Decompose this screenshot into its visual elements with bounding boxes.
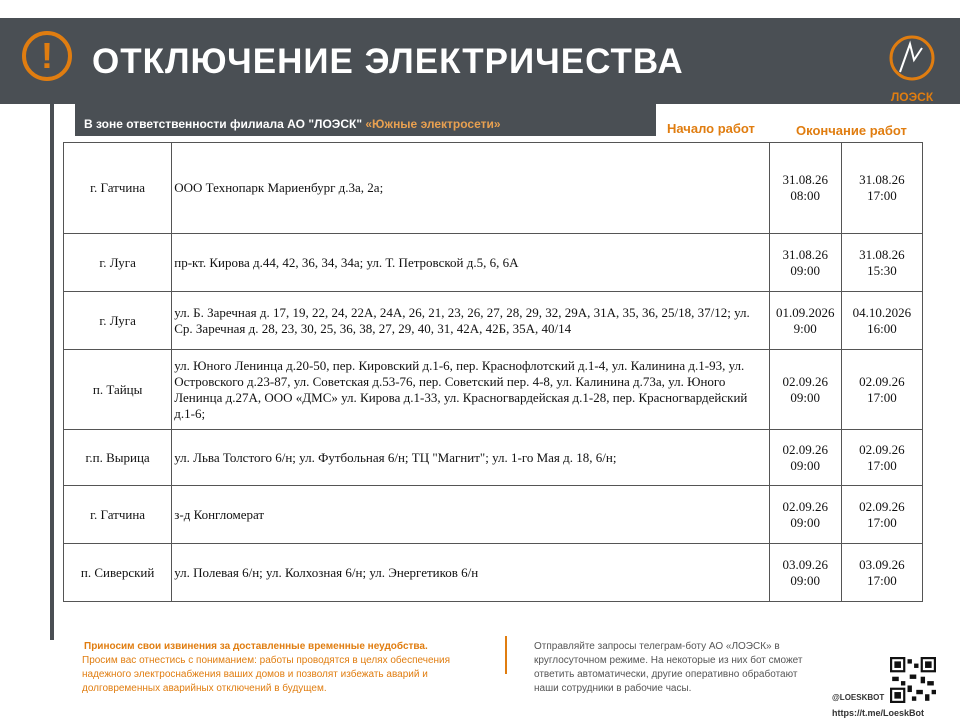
- address-cell: ул. Полевая 6/н; ул. Колхозная 6/н; ул. Энергетиков 6/н: [172, 544, 769, 602]
- address-cell: ул. Льва Толстого 6/н; ул. Футбольная 6/н; ТЦ "Магнит"; ул. 1-го Мая д. 18, 6/н;: [172, 430, 769, 486]
- start-column-label: Начало работ: [667, 121, 755, 136]
- loesk-logo-icon: [888, 34, 936, 92]
- end-time-cell: 02.09.26 17:00: [841, 350, 922, 430]
- city-cell: г. Гатчина: [64, 143, 172, 234]
- bot-info-text: Отправляйте запросы телеграм-боту АО «ЛОЭСК» в круглосуточном режиме. На некоторые из них бот сможет ответить автоматически, другие оперативно обработают наши сотрудники в рабочие часы.: [534, 641, 803, 694]
- address-cell: пр-кт. Кирова д.44, 42, 36, 34, 34а; ул. Т. Петровской д.5, 6, 6А: [172, 234, 769, 292]
- apology-text: Просим вас отнестись с пониманием: работы проводятся в целях обеспечения надежного электроснабжения ваших домов и позволят избежать аварий и долговременных аварийных отключений в будущем.: [82, 655, 451, 694]
- city-cell: п. Сиверский: [64, 544, 172, 602]
- city-cell: п. Тайцы: [64, 350, 172, 430]
- end-time-cell: 03.09.26 17:00: [841, 544, 922, 602]
- end-time-cell: 02.09.26 17:00: [841, 486, 922, 544]
- table-row: [64, 544, 923, 602]
- start-time-cell: 31.08.26 09:00: [769, 234, 841, 292]
- start-time-cell: 31.08.26 08:00: [769, 143, 841, 234]
- end-column-label: Окончание работ: [796, 123, 907, 138]
- start-time-cell: 02.09.26 09:00: [769, 430, 841, 486]
- end-time-cell: 02.09.26 17:00: [841, 430, 922, 486]
- address-cell: з-д Конгломерат: [172, 486, 769, 544]
- bot-handle: @LOESKBOT: [832, 693, 885, 702]
- branch-subheader: [75, 104, 656, 136]
- address-cell: ООО Технопарк Мариенбург д.3а, 2а;: [172, 143, 769, 234]
- footer-divider: [505, 636, 507, 674]
- outage-table: [63, 142, 923, 602]
- outage-table-body: [64, 143, 923, 602]
- address-cell: ул. Б. Заречная д. 17, 19, 22, 24, 22А, 24А, 26, 21, 23, 26, 27, 28, 29, 32, 29А, 31А, 35, 36, 25/18, 37/12; ул. Ср. Заречная д. 28, 23, 30, 25, 36, 38, 27, 29, 40, 31, 42А, 42Б, 35А, 40/14: [172, 292, 769, 350]
- bot-link[interactable]: https://t.me/LoeskBot: [832, 708, 925, 718]
- table-row: [64, 350, 923, 430]
- apology-block: [82, 640, 492, 696]
- branch-prefix: В зоне ответственности филиала АО "ЛОЭСК": [84, 117, 363, 131]
- city-cell: г. Луга: [64, 292, 172, 350]
- start-time-cell: 03.09.26 09:00: [769, 544, 841, 602]
- table-row: [64, 486, 923, 544]
- start-time-cell: 02.09.26 09:00: [769, 350, 841, 430]
- left-accent-bar: [50, 104, 54, 640]
- header-bar: [0, 18, 960, 104]
- table-row: [64, 143, 923, 234]
- table-row: [64, 292, 923, 350]
- table-row: [64, 430, 923, 486]
- start-time-cell: 02.09.26 09:00: [769, 486, 841, 544]
- branch-name: «Южные электросети»: [365, 117, 501, 131]
- city-cell: г. Луга: [64, 234, 172, 292]
- start-time-cell: 01.09.2026 9:00: [769, 292, 841, 350]
- city-cell: г. Гатчина: [64, 486, 172, 544]
- end-time-cell: 31.08.26 15:30: [841, 234, 922, 292]
- end-time-cell: 31.08.26 17:00: [841, 143, 922, 234]
- qr-code-icon[interactable]: [890, 657, 936, 703]
- table-row: [64, 234, 923, 292]
- end-time-cell: 04.10.2026 16:00: [841, 292, 922, 350]
- page-title: ОТКЛЮЧЕНИЕ ЭЛЕКТРИЧЕСТВА: [92, 42, 684, 81]
- address-cell: ул. Юного Ленинца д.20-50, пер. Кировский д.1-6, пер. Краснофлотский д.1-4, ул. Калинина д.1-93, ул. Островского д.23-87, ул. Советская д.53-76, пер. Советский пер. 4-8, ул. Калинина д.73а, ул. Юного Ленинца д.27А, ООО «ДМС» ул. Кирова д.1-33, ул. Красногвардейская д.1-28, пер. Красногвардейский д.1-6;: [172, 350, 769, 430]
- city-cell: г.п. Вырица: [64, 430, 172, 486]
- apology-heading: Приносим свои извинения за доставленные временные неудобства.: [84, 641, 428, 652]
- warning-icon: !: [22, 31, 72, 81]
- logo-text: ЛОЭСК: [890, 90, 934, 104]
